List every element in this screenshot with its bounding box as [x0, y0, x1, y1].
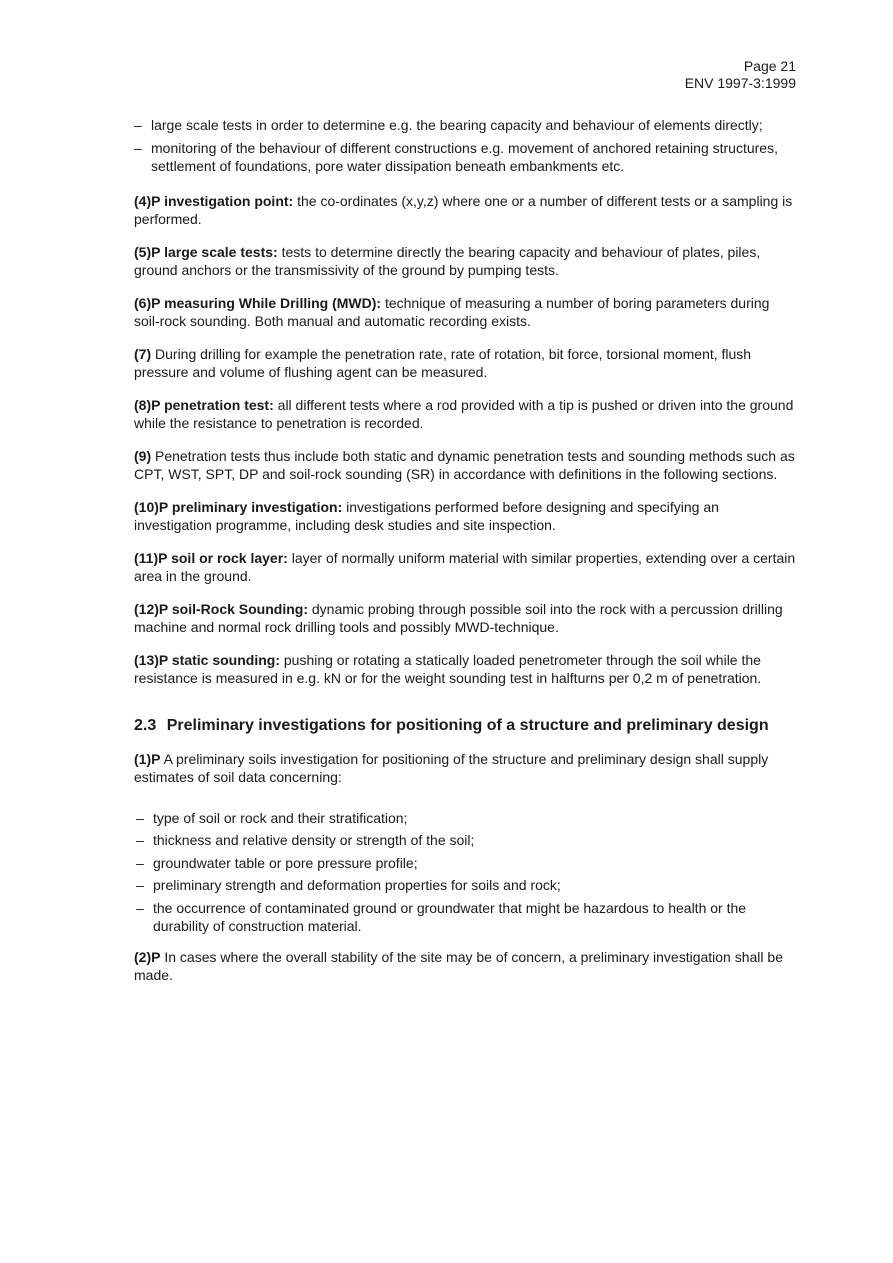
intro-bullet-list: [134, 116, 796, 176]
paragraph-number: (7): [134, 345, 152, 362]
section-bullet-list: [136, 809, 796, 936]
paragraph-7: [134, 345, 796, 382]
list-item-text: groundwater table or pore pressure profile;: [153, 854, 418, 871]
definition-term: (12)P soil-Rock Sounding:: [134, 600, 308, 617]
bullet-dash: –: [136, 809, 144, 826]
standard-code: ENV 1997-3:1999: [684, 75, 796, 91]
paragraph-number: (9): [134, 447, 152, 464]
bullet-dash: –: [136, 832, 144, 848]
section-paragraph-1: [134, 750, 796, 787]
definition-text: pushing or rotating a statically loaded penetrometer through the soil while the resistance is measured in e.g. kN or for the weight sounding test in halfturns per 0,2 m of penetration.: [134, 651, 762, 686]
definition-soil-rock-sounding: [134, 600, 796, 637]
list-item: [134, 116, 796, 135]
definition-term: (6)P measuring While Drilling (MWD):: [134, 294, 382, 311]
definition-penetration-test: [134, 396, 796, 433]
list-item: [136, 876, 796, 895]
bullet-dash: –: [136, 899, 144, 916]
definition-term: (5)P large scale tests:: [134, 243, 278, 260]
bullet-dash: –: [136, 854, 144, 871]
paragraph-number: (1)P: [134, 750, 161, 767]
list-item-text: thickness and relative density or strength of the soil;: [153, 832, 475, 848]
bullet-dash: –: [136, 877, 144, 893]
list-item-text: large scale tests in order to determine e.g. the bearing capacity and behaviour of elements directly;: [151, 117, 763, 133]
definition-text: the co-ordinates (x,y,z) where one or a number of different tests or a sampling is performed.: [134, 192, 793, 227]
paragraph-text: Penetration tests thus include both static and dynamic penetration tests and sounding methods such as CPT, WST, SPT, DP and soil-rock sounding (SR) in accordance with definitions in the following sections.: [134, 447, 795, 482]
list-item: [136, 831, 796, 850]
paragraph-text: A preliminary soils investigation for positioning of the structure and preliminary design shall supply estimates of soil data concerning:: [134, 750, 769, 785]
definition-preliminary-investigation: [134, 498, 796, 535]
section-paragraph-2: [134, 948, 796, 985]
definition-term: (13)P static sounding:: [134, 651, 280, 668]
definition-mwd: [134, 294, 796, 331]
definition-text: tests to determine directly the bearing capacity and behaviour of plates, piles, ground anchors or the transmissivity of the ground by pumping tests.: [134, 243, 761, 278]
list-item-text: preliminary strength and deformation properties for soils and rock;: [153, 877, 561, 893]
definition-text: layer of normally uniform material with similar properties, extending over a certain area in the ground.: [134, 549, 796, 584]
list-item: [134, 139, 796, 176]
list-item: [136, 854, 796, 873]
definition-investigation-point: [134, 192, 796, 229]
list-item: [136, 899, 796, 936]
definition-term: (8)P penetration test:: [134, 396, 274, 413]
definition-term: (11)P soil or rock layer:: [134, 549, 288, 566]
list-item-text: the occurrence of contaminated ground or groundwater that might be hazardous to health or the durability of construction material.: [153, 899, 747, 934]
paragraph-9: [134, 447, 796, 484]
list-item: [136, 809, 796, 828]
list-item-text: monitoring of the behaviour of different constructions e.g. movement of anchored retaining structures, settlement of foundations, pore water dissipation beneath embankments etc.: [151, 139, 778, 174]
bullet-dash: –: [134, 117, 142, 133]
page-number: Page 21: [743, 58, 796, 74]
bullet-dash: –: [134, 139, 142, 156]
page-header: [685, 58, 796, 92]
section-title: Preliminary investigations for positioning of a structure and preliminary design: [166, 716, 769, 734]
definition-text: technique of measuring a number of boring parameters during soil-rock sounding. Both manual and automatic recording exists.: [134, 294, 770, 329]
list-item-text: type of soil or rock and their stratification;: [153, 809, 408, 826]
section-number: 2.3: [134, 716, 157, 734]
definition-text: investigations performed before designing and specifying an investigation programme, including desk studies and site inspection.: [134, 498, 719, 533]
definition-text: dynamic probing through possible soil into the rock with a percussion drilling machine and normal rock drilling tools and possibly MWD-technique.: [134, 600, 783, 635]
paragraph-text: In cases where the overall stability of the site may be of concern, a preliminary investigation shall be made.: [134, 948, 783, 983]
section-heading: [134, 716, 796, 736]
definition-soil-or-rock-layer: [134, 549, 796, 586]
definition-term: (4)P investigation point:: [134, 192, 294, 209]
definition-large-scale-tests: [134, 243, 796, 280]
definition-text: all different tests where a rod provided with a tip is pushed or driven into the ground while the resistance to penetration is recorded.: [134, 396, 794, 431]
page-content: [134, 116, 796, 999]
definition-static-sounding: [134, 651, 796, 688]
paragraph-number: (2)P: [134, 948, 161, 965]
paragraph-text: During drilling for example the penetration rate, rate of rotation, bit force, torsional moment, flush pressure and volume of flushing agent can be measured.: [134, 345, 752, 380]
definition-term: (10)P preliminary investigation:: [134, 498, 343, 515]
